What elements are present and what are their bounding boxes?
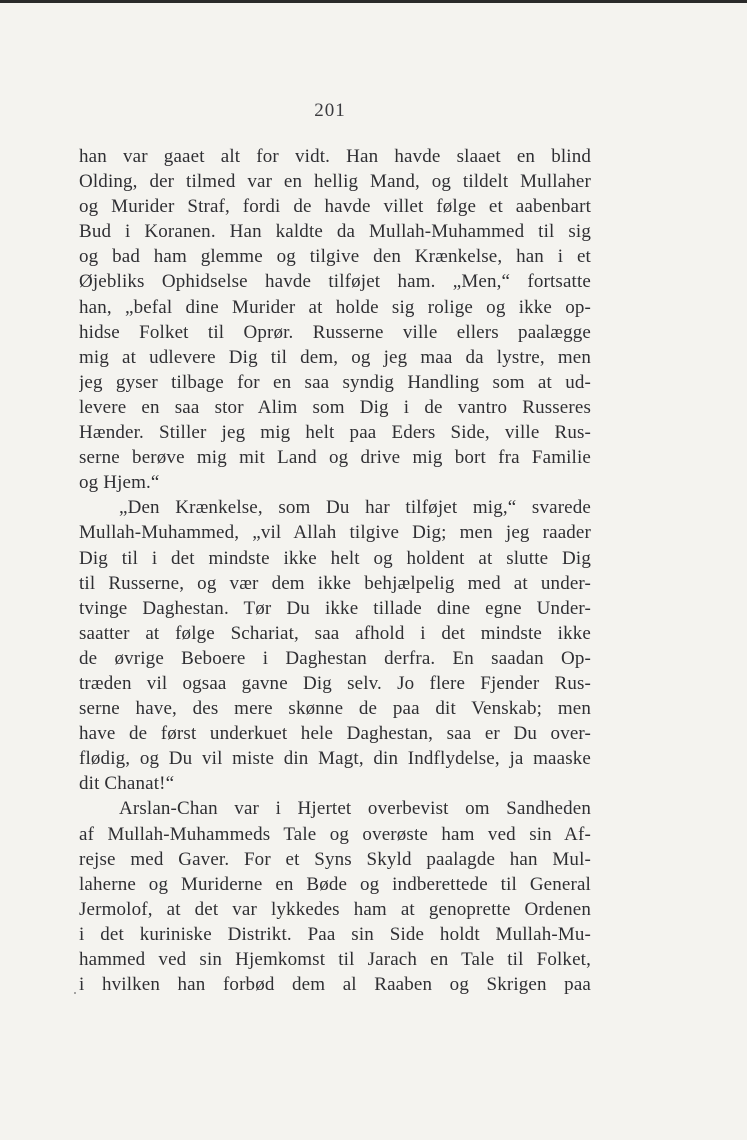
text-line: dit Chanat!“ xyxy=(79,773,175,795)
text-line: de øvrige Beboere i Daghestan derfra. En saadan Op- xyxy=(79,647,591,669)
text-line: tvinge Daghestan. Tør Du ikke tillade dine egne Under- xyxy=(79,597,591,619)
text-line: i hvilken han forbød dem al Raaben og Skrigen paa xyxy=(79,974,591,996)
text-line: laherne og Muriderne en Bøde og indberettede til General xyxy=(79,873,591,895)
text-line: Olding, der tilmed var en hellig Mand, og tildelt Mullaher xyxy=(79,171,591,193)
text-line: og Hjem.“ xyxy=(79,472,160,494)
text-line: Jermolof, at det var lykkedes ham at genoprette Ordenen xyxy=(79,898,591,920)
text-line: til Russerne, og vær dem ikke behjælpelig med at under- xyxy=(79,572,591,594)
text-line: mig at udlevere Dig til dem, og jeg maa da lystre, men xyxy=(79,346,591,368)
text-line: og bad ham glemme og tilgive den Krænkelse, han i et xyxy=(79,246,591,268)
text-line: af Mullah-Muhammeds Tale og overøste ham ved sin Af- xyxy=(79,823,591,845)
text-line: han, „befal dine Murider at holde sig rolige og ikke op- xyxy=(79,296,591,318)
text-line: Øjebliks Ophidselse havde tilføjet ham. „Men,“ fortsatte xyxy=(79,271,591,293)
paper-speck xyxy=(74,992,76,994)
text-line: flødig, og Du vil miste din Magt, din Indflydelse, ja maaske xyxy=(79,748,591,770)
text-line: Hænder. Stiller jeg mig helt paa Eders Side, ville Rus- xyxy=(79,422,591,444)
page-number: 201 xyxy=(314,100,346,121)
text-line: have de først underkuet hele Daghestan, saa er Du over- xyxy=(79,723,591,745)
text-line: i det kuriniske Distrikt. Paa sin Side holdt Mullah-Mu- xyxy=(79,923,591,945)
body-text xyxy=(79,144,591,997)
text-line: Mullah-Muhammed, „vil Allah tilgive Dig; men jeg raader xyxy=(79,522,591,544)
text-line: serne have, des mere skønne de paa dit Venskab; men xyxy=(79,698,591,720)
text-line: han var gaaet alt for vidt. Han havde slaaet en blind xyxy=(79,146,591,167)
text-line: rejse med Gaver. For et Syns Skyld paalagde han Mul- xyxy=(79,848,591,870)
text-line: Arslan-Chan var i Hjertet overbevist om Sandheden xyxy=(119,798,591,820)
text-line: hammed ved sin Hjemkomst til Jarach en Tale til Folket, xyxy=(79,949,591,970)
text-line: Bud i Koranen. Han kaldte da Mullah-Muhammed til sig xyxy=(79,221,591,243)
text-line: jeg gyser tilbage for en saa syndig Handling som at ud- xyxy=(79,371,591,393)
text-line: og Murider Straf, fordi de havde villet følge et aabenbart xyxy=(79,196,591,218)
text-line: levere en saa stor Alim som Dig i de vantro Russeres xyxy=(79,396,591,418)
text-line: saatter at følge Schariat, saa afhold i det mindste ikke xyxy=(79,622,591,644)
text-line: serne berøve mig mit Land og drive mig bort fra Familie xyxy=(79,447,591,469)
text-line: træden vil ogsaa gavne Dig selv. Jo flere Fjender Rus- xyxy=(79,672,591,694)
text-line: Dig til i det mindste ikke helt og holdent at slutte Dig xyxy=(79,547,591,569)
text-line: „Den Krænkelse, som Du har tilføjet mig,“ svarede xyxy=(119,497,591,519)
text-line: hidse Folket til Oprør. Russerne ville ellers paalægge xyxy=(79,321,591,343)
